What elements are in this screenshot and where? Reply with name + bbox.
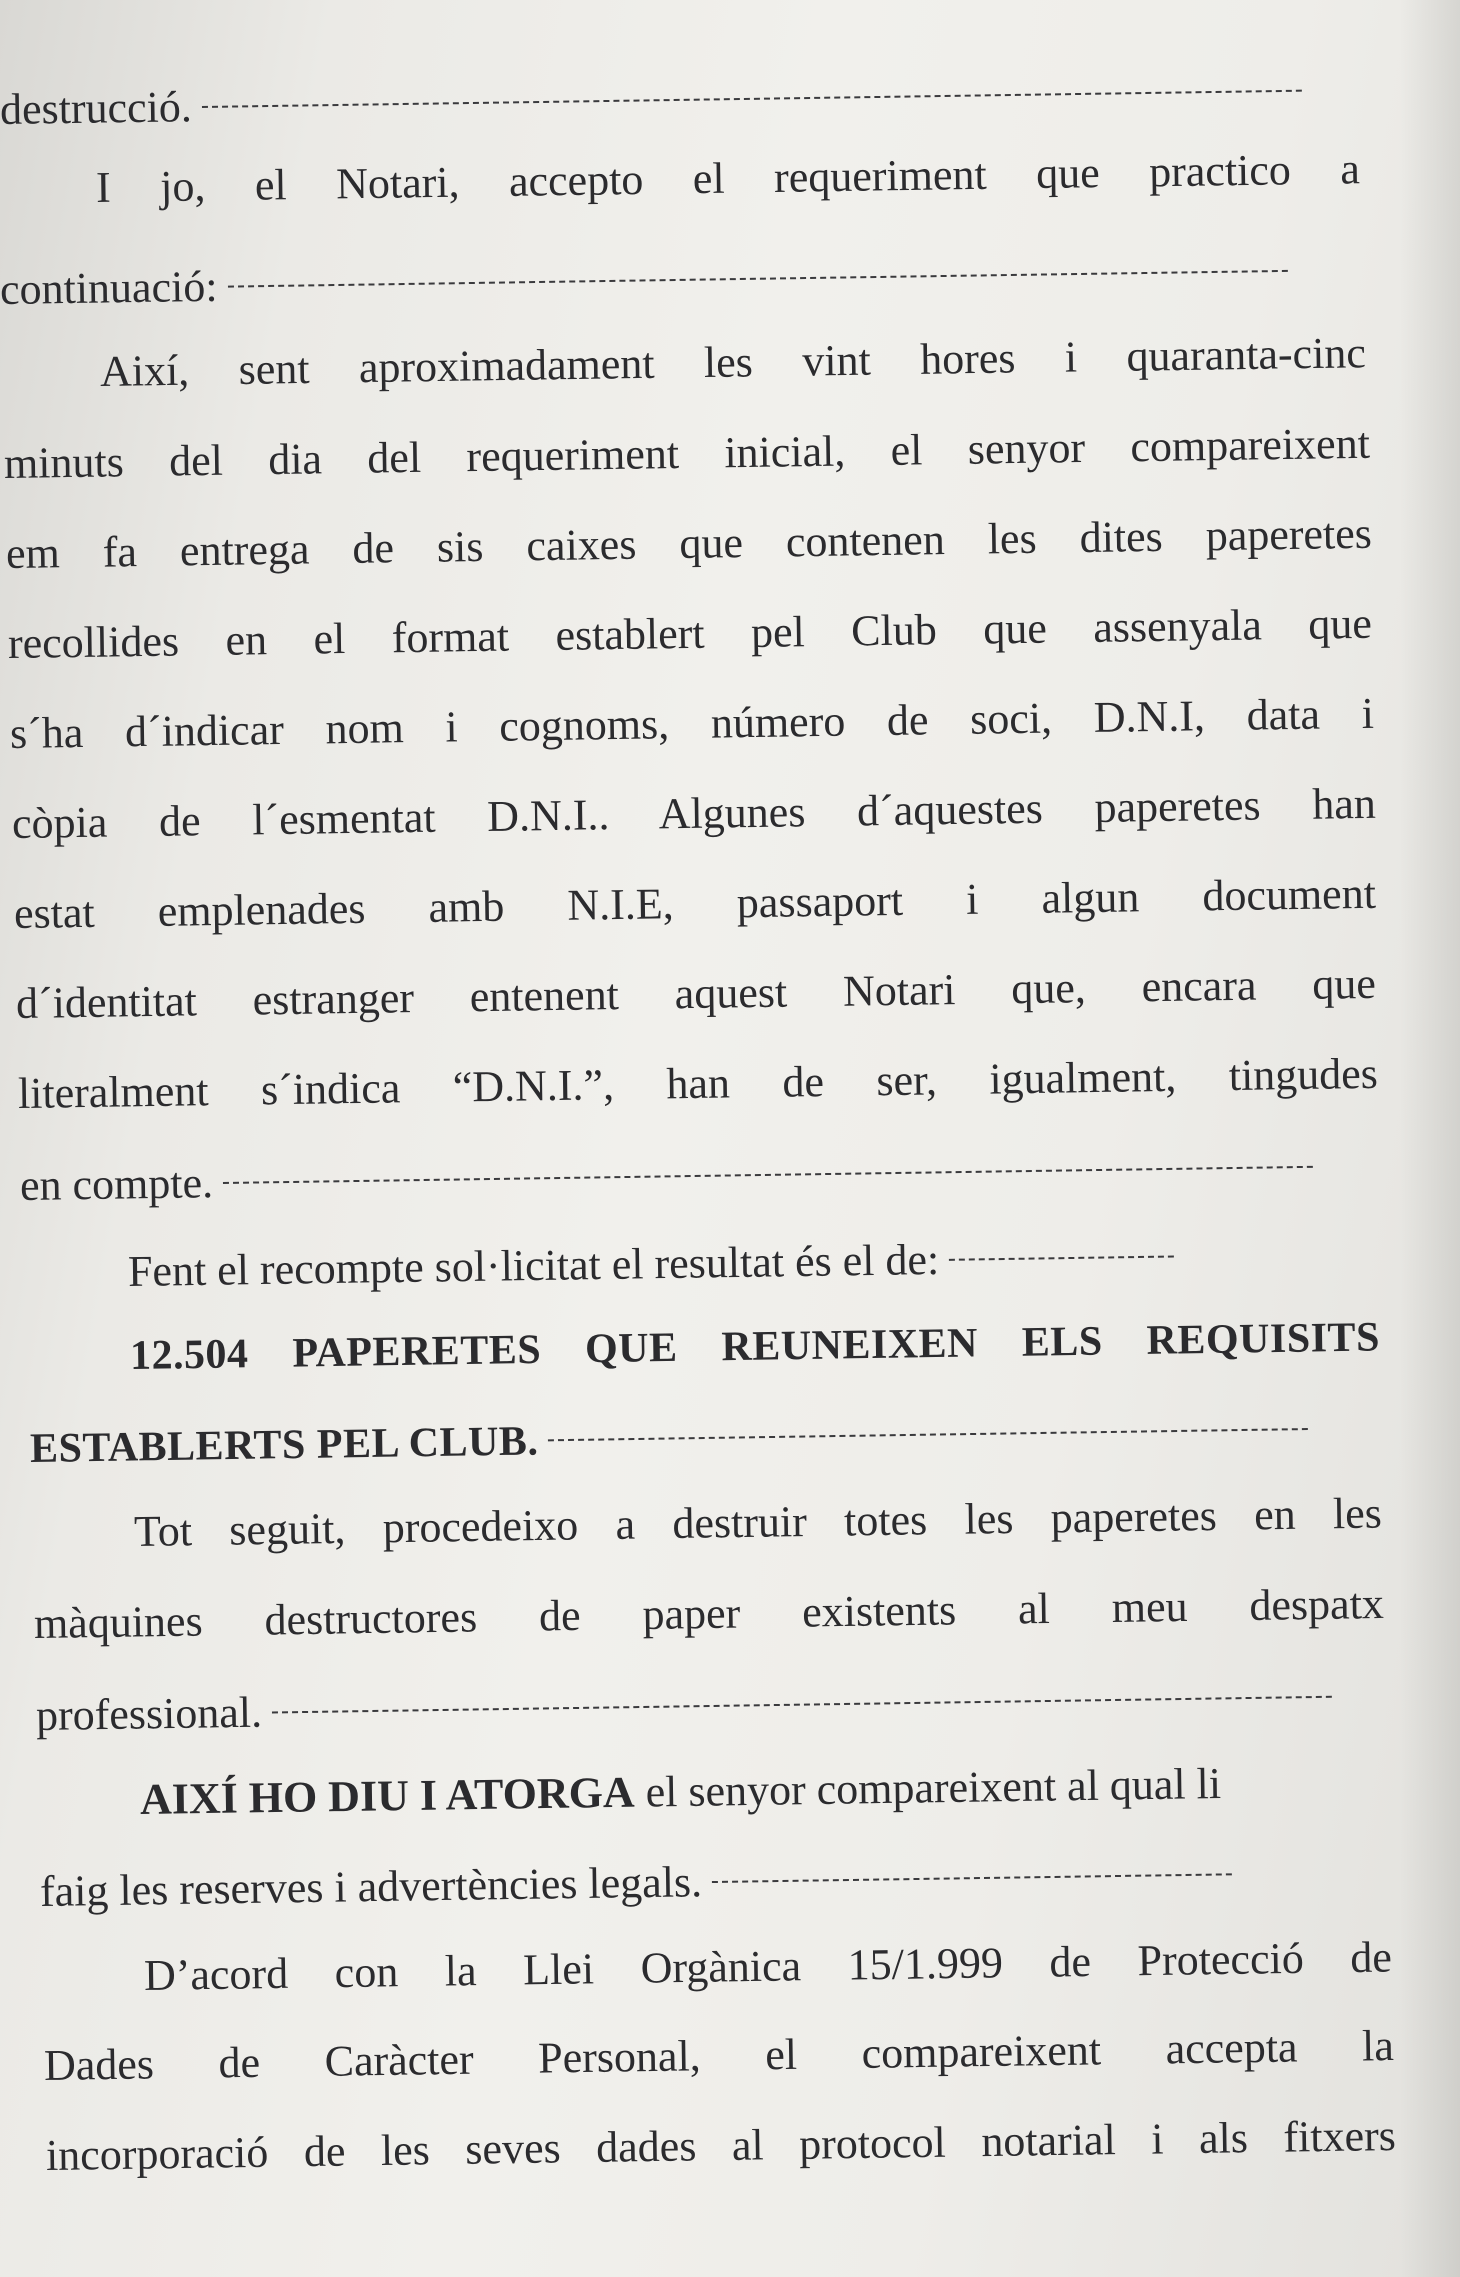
text-line-recollides <box>8 598 1373 670</box>
line-text: professional. <box>35 1687 263 1740</box>
dash-filler <box>223 1166 1313 1184</box>
line-text: minuts del dia del requeriment inicial, el senyor compareixent <box>3 418 1371 488</box>
dash-filler <box>227 270 1287 288</box>
text-line-fent-recompte <box>128 1228 1369 1298</box>
text-line-establerts <box>30 1402 1371 1475</box>
line-text: incorporació de les seves dades al protocol notarial i als fitxers <box>45 2110 1397 2180</box>
text-line-maquines <box>34 1578 1385 1650</box>
text-line-dacord <box>144 1931 1393 2002</box>
line-text: el senyor compareixent al qual li <box>634 1758 1222 1817</box>
text-line-dades <box>44 2020 1395 2092</box>
line-text: d´identitat estranger entenent aquest Notari que, encara que <box>15 958 1377 1028</box>
text-line-minuts <box>4 418 1371 490</box>
line-text: em fa entrega de sis caixes que contenen les dites paperetes <box>5 508 1373 578</box>
line-text: Tot seguit, procedeixo a destruir totes les paperetes en les <box>133 1488 1383 1556</box>
text-line-professional <box>36 1670 1377 1742</box>
text-line-tot-seguit <box>134 1487 1383 1558</box>
line-text: recollides en el format establert pel Club que assenyala que <box>7 598 1373 668</box>
line-text: màquines destructores de paper existents al meu despatx <box>33 1578 1385 1648</box>
text-line-literalment <box>18 1048 1379 1120</box>
text-line-i-jo <box>96 143 1361 214</box>
line-text: literalment s´indica “D.N.I.”, han de ser, igualment, tingudes <box>17 1048 1379 1118</box>
dash-filler <box>949 1255 1174 1260</box>
dash-filler <box>712 1873 1232 1883</box>
page-shadow <box>1400 0 1460 2277</box>
line-text: estat emplenades amb N.I.E, passaport i algun document <box>13 868 1377 938</box>
text-line-didentitat <box>16 958 1377 1030</box>
text-line-em-fa <box>6 508 1373 580</box>
text-line-aixi-sent <box>100 327 1367 398</box>
text-line-copia <box>12 778 1377 850</box>
line-text: en compte. <box>19 1158 214 1210</box>
dash-filler <box>548 1428 1308 1441</box>
line-text-bold: AIXÍ HO DIU I ATORGA <box>139 1767 635 1824</box>
ballot-count-heading: 12.504 PAPERETES QUE REUNEIXEN ELS REQUISITS <box>129 1314 1381 1379</box>
line-text: Fent el recompte sol·licitat el resultat és el de: <box>127 1234 940 1296</box>
line-text: D’acord con la Llei Orgànica 15/1.999 de Protecció de <box>143 1932 1393 2000</box>
line-text: faig les reserves i advertències legals. <box>39 1857 703 1916</box>
text-line-faig <box>40 1846 1386 1918</box>
text-line-incorporacio <box>46 2110 1397 2182</box>
text-line-estat <box>14 868 1377 940</box>
line-text: ESTABLERTS PEL CLUB. <box>29 1418 539 1472</box>
line-text: Dades de Caràcter Personal, el compareixent accepta la <box>43 2020 1395 2090</box>
text-line-aixi-ho-diu <box>140 1755 1391 1826</box>
line-text: Així, sent aproximadament les vint hores i quaranta-cinc <box>99 328 1367 396</box>
line-text: I jo, el Notari, accepto el requeriment que practico a <box>95 144 1361 212</box>
text-line-sha-dindicar <box>10 688 1375 760</box>
text-line-paperetes-total <box>130 1311 1381 1382</box>
line-text: destrucció. <box>0 82 193 134</box>
line-text: còpia de l´esmentat D.N.I.. Algunes d´aquestes paperetes han <box>11 778 1377 848</box>
text-line-en-compte <box>20 1140 1366 1212</box>
text-line-destruccio <box>0 64 1340 136</box>
text-line-continuacio <box>0 244 1345 316</box>
dash-filler <box>202 90 1302 108</box>
dash-filler <box>272 1696 1332 1714</box>
line-text: s´ha d´indicar nom i cognoms, número de soci, D.N.I, data i <box>9 688 1375 758</box>
line-text: continuació: <box>0 261 218 314</box>
